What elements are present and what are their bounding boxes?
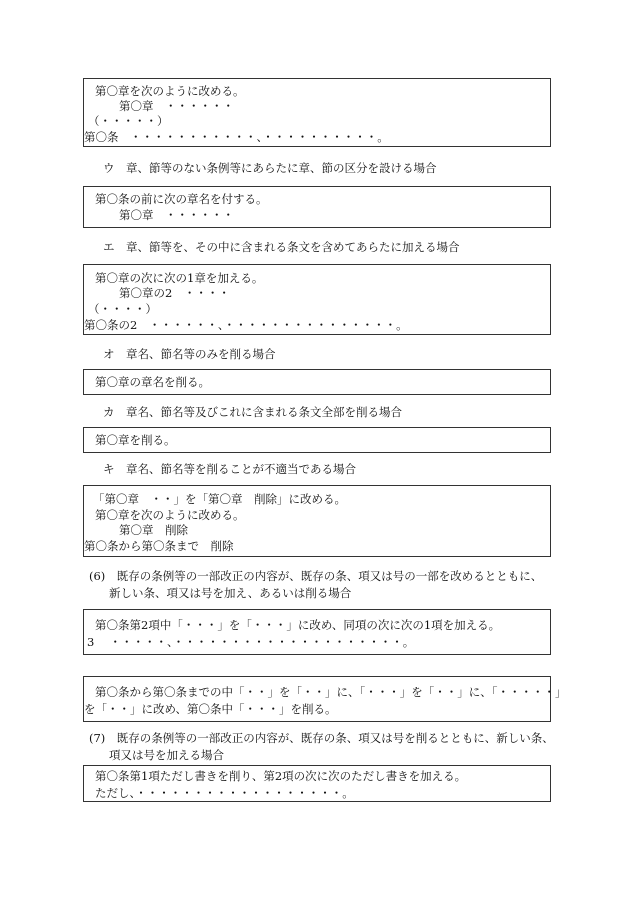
section-heading-6-cont: 新しい条、項又は号を加え、あるいは削る場合	[109, 586, 352, 600]
example-box-multiple-replacements	[83, 676, 567, 722]
box-line: 第〇条第2項中「・・・」を「・・・」に改め、同項の次に次の1項を加える。	[95, 618, 501, 632]
section-heading-6: (6) 既存の条例等の一部改正の内容が、既存の条、項又は号の一部を改めるとともに、	[89, 569, 543, 583]
box-line: 第〇章 削除	[119, 523, 188, 537]
section-heading-ki: キ 章名、節名等を削ることが不適当である場合	[103, 462, 356, 476]
example-box-delete-chapter	[83, 427, 551, 453]
box-line: 第〇章の2 ・・・・	[119, 286, 230, 300]
section-heading-ka: カ 章名、節名等及びこれに含まれる条文全部を削る場合	[103, 405, 402, 419]
section-heading-7-cont: 項又は号を加える場合	[109, 748, 224, 762]
box-line: 第〇章 ・・・・・・	[119, 208, 234, 222]
box-line: 第〇条の2 ・・・・・・、・・・・・・・・・・・・・・・。	[84, 318, 408, 332]
example-box-partial-amend-add-item	[83, 609, 551, 655]
box-line: 第〇条の前に次の章名を付する。	[95, 192, 268, 206]
box-line: （・・・・・）	[88, 114, 169, 128]
box-line: 第〇章 ・・・・・・	[119, 99, 234, 113]
box-line: 第〇条第1項ただし書きを削り、第2項の次に次のただし書きを加える。	[95, 769, 467, 783]
section-heading-7: (7) 既存の条例等の一部改正の内容が、既存の条、項又は号を削るとともに、新しい条、	[89, 731, 554, 745]
example-box-delete-chapter-name	[83, 369, 551, 395]
example-box-chapter-deleted	[83, 485, 551, 557]
section-heading-o: オ 章名、節名等のみを削る場合	[103, 347, 276, 361]
section-heading-u: ウ 章、節等のない条例等にあらたに章、節の区分を設ける場合	[103, 161, 437, 175]
example-box-add-chapter-name	[83, 186, 551, 228]
box-line: 第〇章を次のように改める。	[95, 508, 245, 522]
example-box-chapter-revision	[83, 78, 551, 147]
box-line: 第〇条から第〇条までの中「・・」を「・・」に、「・・・」を「・・」に、「・・・・・」	[95, 685, 567, 699]
section-heading-e: エ 章、節等を、その中に含まれる条文を含めてあらたに加える場合	[103, 240, 460, 254]
box-line: 第〇章の次に次の1章を加える。	[95, 271, 264, 285]
box-line: 第〇条 ・・・・・・・・・・・、・・・・・・・・・・。	[84, 130, 389, 144]
box-line: （・・・・）	[88, 302, 157, 316]
box-line: 「第〇章 ・・」を「第〇章 削除」に改める。	[93, 492, 346, 506]
box-line: 第〇章の章名を削る。	[95, 375, 210, 389]
box-line: を「・・」に改め、第〇条中「・・・」を削る。	[84, 702, 337, 716]
box-line: 3 ・・・・・、・・・・・・・・・・・・・・・・・・・・。	[87, 635, 415, 649]
box-line: 第〇条から第〇条まで 削除	[84, 539, 234, 553]
box-line: 第〇章を次のように改める。	[95, 84, 245, 98]
box-line: 第〇章を削る。	[95, 433, 176, 447]
box-line: ただし、・・・・・・・・・・・・・・・・・・。	[95, 786, 354, 800]
example-box-delete-proviso	[83, 765, 551, 802]
example-box-add-chapter	[83, 264, 551, 335]
